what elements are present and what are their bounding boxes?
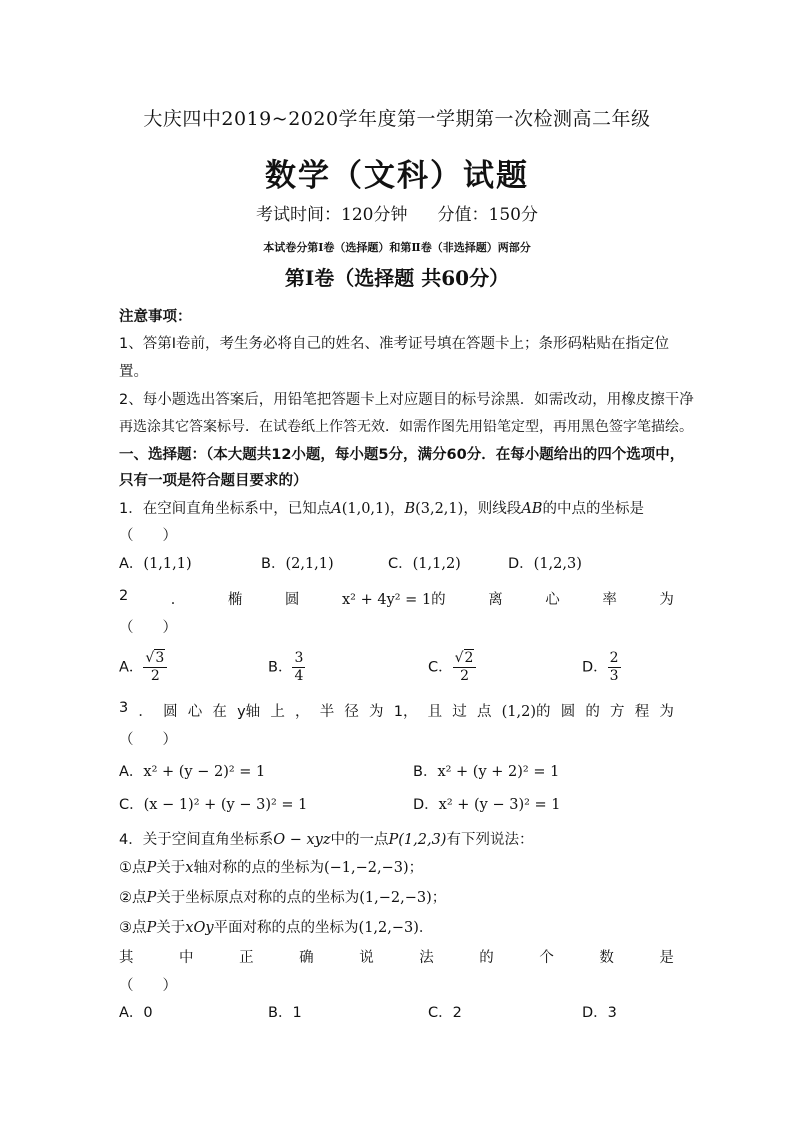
question-1-option-b: B．(2,1,1)	[261, 556, 334, 572]
question-2-option-d: D． $\frac{2}{3}$	[582, 650, 619, 684]
exam-meta	[0, 200, 794, 225]
question-4-option-b: B．1	[268, 1005, 302, 1021]
question-4-option-d: D．3	[582, 1005, 617, 1021]
question-3-option-a: A．x² + (y − 2)² = 1	[119, 764, 266, 780]
notice-item-1-line-2: 置。	[119, 364, 148, 380]
exam-score: 分值：150分	[437, 205, 538, 225]
question-4-statement-1: ①点P关于x轴对称的点的坐标为(−1,−2,−3)；	[119, 860, 424, 876]
question-4-option-a: A．0	[119, 1005, 153, 1021]
question-3-option-c: C．(x − 1)² + (y − 3)² = 1	[119, 797, 308, 813]
notice-item-1-line-1: 1、答第Ⅰ卷前，考生务必将自己的姓名、准考证号填在答题卡上；条形码粘贴在指定位	[119, 336, 669, 352]
question-4-paren: （ ）	[119, 978, 177, 994]
question-3-paren: （ ）	[119, 732, 177, 748]
question-2-option-c: C． $\frac{√2}{2}$	[428, 650, 476, 685]
question-4-statement-3: ③点P关于xOy平面对称的点的坐标为(1,2,−3)．	[119, 920, 434, 936]
notice-heading: 注意事项：	[119, 309, 192, 325]
question-2-option-b: B． $\frac{3}{4}$	[268, 650, 304, 684]
section-heading-line-2: 只有一项是符合题目要求的）	[119, 473, 308, 489]
notice-item-2-line-1: 2、每小题选出答案后，用铅笔把答题卡上对应题目的标号涂黑．如需改动，用橡皮擦干净	[119, 392, 694, 408]
question-1-option-a: A．(1,1,1)	[119, 556, 192, 572]
question-4-stem: 4．关于空间直角坐标系O − xyz中的一点P(1,2,3)有下列说法：	[119, 832, 534, 848]
question-1-stem: 1．在空间直角坐标系中，已知点A(1,0,1)，B(3,2,1)，则线段AB的中点的坐标是	[119, 501, 644, 517]
notice-item-2-line-2: 再选涂其它答案标号．在试卷纸上作答无效．如需作图先用铅笔定型，再用黑色签字笔描绘。	[119, 419, 693, 435]
question-1-option-c: C．(1,1,2)	[388, 556, 461, 572]
question-2-option-a: A． $\frac{√3}{2}$	[119, 650, 167, 685]
question-2-equation: x² + 4y² = 1的	[341, 592, 446, 608]
question-1-paren: （ ）	[119, 528, 177, 544]
question-3-option-d: D．x² + (y − 3)² = 1	[413, 797, 561, 813]
exam-structure-note: 本试卷分第Ⅰ卷（选择题）和第Ⅱ卷（非选择题）两部分	[263, 241, 531, 254]
question-4-prompt: 其 中 正 确 说 法 的 个 数 是	[119, 950, 674, 966]
question-3-stem: 3 ． 圆 心 在 y轴 上 ， 半 径 为 1， 且 过 点 (1,2)的 圆 的 方 程 为	[119, 700, 674, 720]
question-3-option-b: B．x² + (y + 2)² = 1	[413, 764, 560, 780]
question-2-paren: （ ）	[119, 620, 177, 636]
exam-title: 数学（文科）试题	[265, 158, 529, 194]
exam-header-line: 大庆四中2019~2020学年度第一学期第一次检测高二年级	[143, 108, 651, 130]
part-title: 第Ⅰ卷（选择题 共60分）	[284, 266, 510, 290]
section-heading-line-1: 一、选择题：（本大题共12小题，每小题5分，满分60分．在每小题给出的四个选项中，	[119, 447, 685, 463]
question-1-option-d: D．(1,2,3)	[508, 556, 582, 572]
exam-time: 考试时间：120分钟	[256, 205, 408, 225]
question-4-statement-2: ②点P关于坐标原点对称的点的坐标为(1,−2,−3)；	[119, 890, 447, 906]
question-4-option-c: C．2	[428, 1005, 462, 1021]
question-2-stem: 2 ． 椭 圆 x² + 4y² = 1的 离 心 率 为	[119, 588, 674, 608]
